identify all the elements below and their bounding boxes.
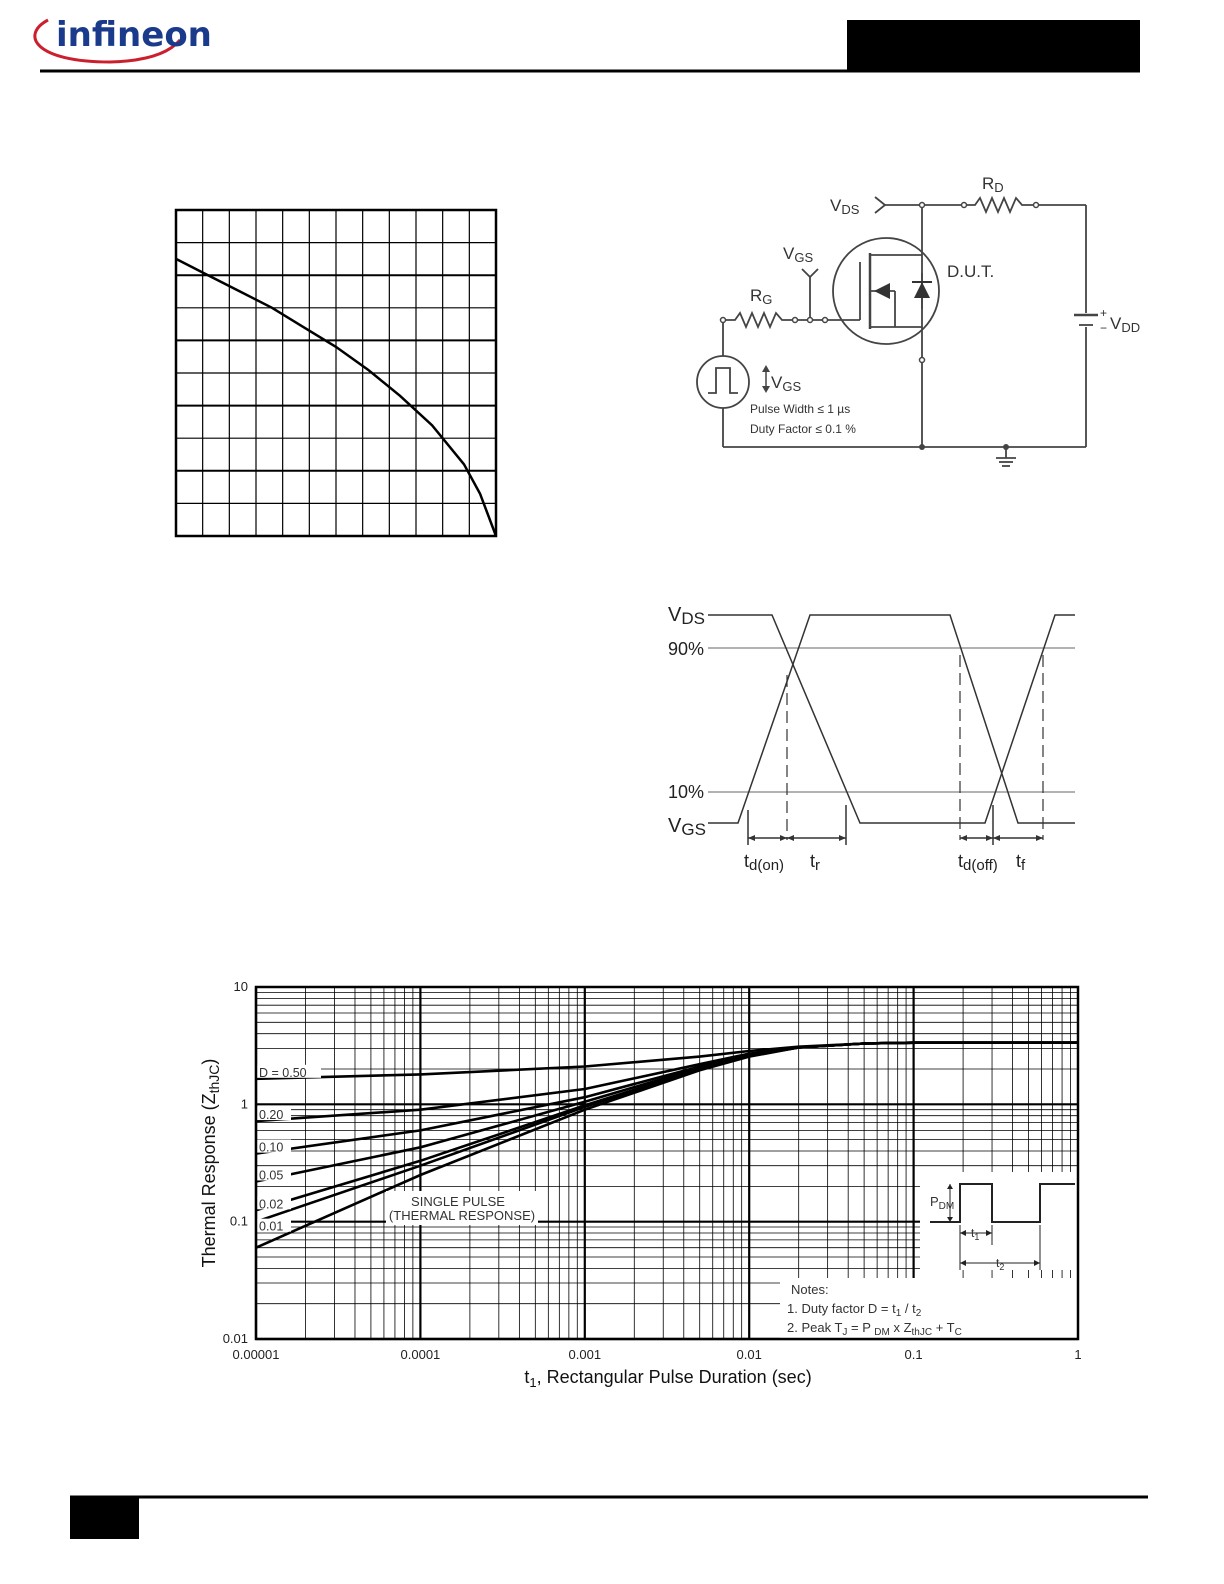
wave-tr-label: tr	[810, 851, 821, 874]
wave-vds-label: VDS	[668, 604, 705, 628]
thermal-x-tick-label: 0.1	[904, 1347, 923, 1362]
circuit-rd-label: RD	[982, 174, 1004, 195]
notes-title: Notes:	[791, 1282, 829, 1297]
thermal-y-tick-label: 0.01	[222, 1331, 248, 1346]
series-label: 0.02	[259, 1197, 284, 1212]
thermal-y-tick-label: 1	[240, 1096, 248, 1112]
logo-text: infineon	[56, 15, 212, 55]
thermal-chart-labels	[257, 1065, 321, 1234]
circuit-vds-label: VDS	[830, 196, 860, 217]
circuit-rg-label: RG	[750, 286, 773, 307]
thermal-x-tick-label: 0.01	[736, 1347, 762, 1362]
circuit-pulse-width: Pulse Width ≤ 1 µs	[750, 402, 851, 416]
body-diode-icon	[914, 282, 930, 298]
circuit-vdd-label: VDD	[1110, 314, 1141, 335]
inset-pdm-label: $P_{DM}$	[930, 1194, 955, 1212]
inset-t1-label: $t_1$	[971, 1226, 980, 1242]
circuit-duty-factor: Duty Factor ≤ 0.1 %	[750, 422, 856, 436]
series-label: 0.10	[259, 1140, 284, 1155]
thermal-x-tick-label: 0.00001	[232, 1347, 280, 1362]
thermal-y-tick-label: 0.1	[229, 1213, 248, 1229]
switching-waveform	[660, 595, 1090, 885]
header-black-tab	[847, 20, 1140, 71]
single-pulse-sublabel: (THERMAL RESPONSE)	[388, 1208, 536, 1223]
thermal-x-axis-title: $t_1$, Rectangular Pulse Duration (sec)	[524, 1367, 812, 1390]
small-derating-chart	[170, 205, 505, 540]
footer-black-tab	[70, 1497, 139, 1539]
series-label: 0.20	[259, 1108, 284, 1123]
page-header	[0, 0, 1224, 80]
switching-test-circuit	[680, 165, 1160, 475]
vds-terminal-arrow	[875, 197, 885, 213]
single-pulse-label: SINGLE PULSE	[411, 1194, 505, 1209]
pulse-generator	[697, 356, 749, 408]
wave-td-off-label: td(off)	[958, 851, 998, 874]
vgs-probe-icon	[802, 269, 818, 277]
wave-10-label: 10%	[668, 782, 705, 802]
note-1: 1. Duty factor $D = t_1 / t_2$	[787, 1301, 922, 1319]
wave-vgs-label: VGS	[668, 815, 706, 839]
thermal-y-tick-label: 10	[233, 979, 248, 994]
mosfet-arrow-icon	[874, 283, 890, 299]
thermal-x-tick-label: 0.0001	[400, 1347, 441, 1362]
rg-resistor	[723, 313, 795, 327]
series-label: 0.05	[259, 1168, 284, 1183]
thermal-x-tick-label: 1	[1074, 1347, 1082, 1362]
circuit-dut-label: D.U.T.	[947, 262, 995, 281]
circuit-vdd-plus: +	[1100, 306, 1108, 320]
thermal-y-axis-title: Thermal Response $(Z_{thJC})$	[199, 1058, 222, 1268]
thermal-x-tick-label: 0.001	[568, 1347, 602, 1362]
page-footer	[0, 1490, 1224, 1550]
circuit-pulse-vgs-label: VGS	[771, 373, 802, 394]
footer-graphics	[0, 1490, 1224, 1550]
small-chart-grid	[176, 210, 496, 536]
wave-90-label: 90%	[668, 639, 705, 659]
rd-resistor	[964, 198, 1036, 212]
wave-tf-label: tf	[1016, 851, 1026, 874]
thermal-response-chart	[190, 975, 1100, 1395]
header-graphics	[0, 0, 1224, 80]
circuit-vdd-minus: −	[1100, 321, 1108, 335]
series-label: D = 0.50	[259, 1065, 307, 1080]
wave-td-on-label: td(on)	[744, 851, 785, 874]
series-label: 0.01	[259, 1219, 284, 1234]
inset-t2-label: $t_2$	[996, 1256, 1005, 1272]
note-2: 2. Peak $T_J = P$ $_{DM}$ x $Z_{thJC} + T_C$	[787, 1320, 962, 1338]
circuit-vgs-label: VGS	[783, 244, 814, 265]
